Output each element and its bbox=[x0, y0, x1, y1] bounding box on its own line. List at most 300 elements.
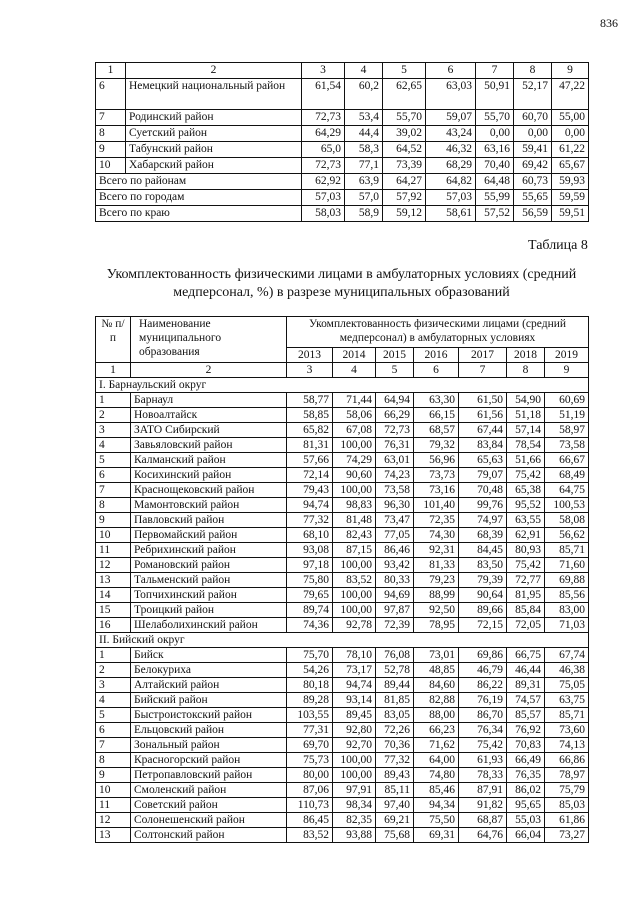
value-cell: 44,4 bbox=[345, 126, 383, 142]
value-cell: 83,00 bbox=[545, 603, 589, 618]
value-cell: 58,97 bbox=[545, 423, 589, 438]
value-cell: 69,31 bbox=[414, 828, 459, 843]
value-cell: 0,00 bbox=[552, 126, 589, 142]
value-cell: 93,08 bbox=[287, 543, 333, 558]
table-row bbox=[96, 483, 589, 498]
row-name: Барнаул bbox=[131, 393, 287, 408]
row-number: 3 bbox=[96, 423, 131, 438]
value-cell: 0,00 bbox=[514, 126, 552, 142]
value-cell: 71,62 bbox=[414, 738, 459, 753]
table-row bbox=[96, 558, 589, 573]
value-cell: 62,65 bbox=[383, 79, 426, 110]
table-row bbox=[96, 573, 589, 588]
row-number: 1 bbox=[96, 648, 131, 663]
value-cell: 89,66 bbox=[459, 603, 507, 618]
value-cell: 80,00 bbox=[287, 768, 333, 783]
table-row bbox=[96, 768, 589, 783]
row-number: 4 bbox=[96, 438, 131, 453]
value-cell: 77,05 bbox=[376, 528, 414, 543]
table-row bbox=[96, 158, 589, 174]
value-cell: 74,30 bbox=[414, 528, 459, 543]
value-cell: 81,33 bbox=[414, 558, 459, 573]
value-cell: 58,3 bbox=[345, 142, 383, 158]
value-cell: 89,44 bbox=[376, 678, 414, 693]
row-name: ЗАТО Сибирский bbox=[131, 423, 287, 438]
value-cell: 47,22 bbox=[552, 79, 589, 110]
value-cell: 60,2 bbox=[345, 79, 383, 110]
row-name: Ребрихинский район bbox=[131, 543, 287, 558]
value-cell: 72,77 bbox=[507, 573, 545, 588]
row-number: 11 bbox=[96, 543, 131, 558]
table-row bbox=[96, 408, 589, 423]
row-number: 13 bbox=[96, 573, 131, 588]
index-cell: 4 bbox=[333, 363, 376, 378]
value-cell: 98,83 bbox=[333, 498, 376, 513]
table-row bbox=[96, 543, 589, 558]
value-cell: 72,35 bbox=[414, 513, 459, 528]
value-cell: 100,00 bbox=[333, 438, 376, 453]
value-cell: 57,66 bbox=[287, 453, 333, 468]
value-cell: 85,84 bbox=[507, 603, 545, 618]
table-row bbox=[96, 423, 589, 438]
value-cell: 73,27 bbox=[545, 828, 589, 843]
value-cell: 63,03 bbox=[426, 79, 476, 110]
value-cell: 74,13 bbox=[545, 738, 589, 753]
value-cell: 78,54 bbox=[507, 438, 545, 453]
value-cell: 68,49 bbox=[545, 468, 589, 483]
value-cell: 46,44 bbox=[507, 663, 545, 678]
value-cell: 62,91 bbox=[507, 528, 545, 543]
index-cell: 3 bbox=[287, 363, 333, 378]
value-cell: 81,31 bbox=[287, 438, 333, 453]
value-cell: 87,91 bbox=[459, 783, 507, 798]
value-cell: 87,06 bbox=[287, 783, 333, 798]
value-cell: 70,40 bbox=[476, 158, 514, 174]
value-cell: 90,60 bbox=[333, 468, 376, 483]
table-row bbox=[96, 798, 589, 813]
value-cell: 99,76 bbox=[459, 498, 507, 513]
value-cell: 53,4 bbox=[345, 110, 383, 126]
table-row bbox=[96, 828, 589, 843]
value-cell: 94,74 bbox=[287, 498, 333, 513]
row-name: Первомайский район bbox=[131, 528, 287, 543]
header-cell: 6 bbox=[426, 63, 476, 79]
value-cell: 76,31 bbox=[376, 438, 414, 453]
value-cell: 79,07 bbox=[459, 468, 507, 483]
value-cell: 58,77 bbox=[287, 393, 333, 408]
row-name: Суетский район bbox=[126, 126, 302, 142]
value-cell: 55,03 bbox=[507, 813, 545, 828]
value-cell: 89,74 bbox=[287, 603, 333, 618]
value-cell: 65,38 bbox=[507, 483, 545, 498]
row-name: Зональный район bbox=[131, 738, 287, 753]
value-cell: 79,32 bbox=[414, 438, 459, 453]
value-cell: 57,14 bbox=[507, 423, 545, 438]
value-cell: 81,48 bbox=[333, 513, 376, 528]
value-cell: 97,91 bbox=[333, 783, 376, 798]
value-cell: 73,39 bbox=[383, 158, 426, 174]
value-cell: 63,9 bbox=[345, 174, 383, 190]
value-cell: 74,36 bbox=[287, 618, 333, 633]
value-cell: 71,03 bbox=[545, 618, 589, 633]
row-name: Бийск bbox=[131, 648, 287, 663]
value-cell: 72,73 bbox=[376, 423, 414, 438]
year-header: 2013 bbox=[287, 348, 333, 363]
table-7-continuation bbox=[95, 62, 589, 222]
row-number: 8 bbox=[96, 753, 131, 768]
row-name: Тальменский район bbox=[131, 573, 287, 588]
value-cell: 70,48 bbox=[459, 483, 507, 498]
value-cell: 89,28 bbox=[287, 693, 333, 708]
total-row bbox=[96, 174, 589, 190]
value-cell: 73,60 bbox=[545, 723, 589, 738]
value-cell: 66,49 bbox=[507, 753, 545, 768]
value-cell: 59,12 bbox=[383, 206, 426, 222]
row-number: 6 bbox=[96, 468, 131, 483]
value-cell: 55,99 bbox=[476, 190, 514, 206]
value-cell: 75,42 bbox=[459, 738, 507, 753]
value-cell: 85,71 bbox=[545, 543, 589, 558]
value-cell: 69,21 bbox=[376, 813, 414, 828]
table-row bbox=[96, 663, 589, 678]
value-cell: 85,71 bbox=[545, 708, 589, 723]
value-cell: 73,73 bbox=[414, 468, 459, 483]
value-cell: 73,58 bbox=[376, 483, 414, 498]
value-cell: 97,18 bbox=[287, 558, 333, 573]
value-cell: 100,00 bbox=[333, 558, 376, 573]
header-cell: 1 bbox=[96, 63, 126, 79]
value-cell: 91,82 bbox=[459, 798, 507, 813]
value-cell: 67,74 bbox=[545, 648, 589, 663]
row-name: Новоалтайск bbox=[131, 408, 287, 423]
value-cell: 87,15 bbox=[333, 543, 376, 558]
value-cell: 84,60 bbox=[414, 678, 459, 693]
value-cell: 65,82 bbox=[287, 423, 333, 438]
row-number: 2 bbox=[96, 408, 131, 423]
value-cell: 56,62 bbox=[545, 528, 589, 543]
value-cell: 101,40 bbox=[414, 498, 459, 513]
value-cell: 66,23 bbox=[414, 723, 459, 738]
value-cell: 55,00 bbox=[552, 110, 589, 126]
value-cell: 89,45 bbox=[333, 708, 376, 723]
value-cell: 94,69 bbox=[376, 588, 414, 603]
row-number: 10 bbox=[96, 528, 131, 543]
value-cell: 64,27 bbox=[383, 174, 426, 190]
row-number: 6 bbox=[96, 723, 131, 738]
section-row bbox=[96, 378, 589, 393]
value-cell: 50,91 bbox=[476, 79, 514, 110]
value-cell: 54,90 bbox=[507, 393, 545, 408]
value-cell: 70,83 bbox=[507, 738, 545, 753]
value-cell: 74,80 bbox=[414, 768, 459, 783]
total-label: Всего по краю bbox=[96, 206, 302, 222]
index-cell: 1 bbox=[96, 363, 131, 378]
row-name: Алтайский район bbox=[131, 678, 287, 693]
value-cell: 67,08 bbox=[333, 423, 376, 438]
value-cell: 69,86 bbox=[459, 648, 507, 663]
header-cell: 5 bbox=[383, 63, 426, 79]
value-cell: 92,78 bbox=[333, 618, 376, 633]
value-cell: 74,57 bbox=[507, 693, 545, 708]
value-cell: 43,24 bbox=[426, 126, 476, 142]
year-header: 2017 bbox=[459, 348, 507, 363]
table-row bbox=[96, 126, 589, 142]
page-number: 836 bbox=[600, 16, 618, 30]
value-cell: 62,92 bbox=[302, 174, 345, 190]
table-row bbox=[96, 603, 589, 618]
row-name: Троицкий район bbox=[131, 603, 287, 618]
header-cell: 7 bbox=[476, 63, 514, 79]
row-name: Смоленский район bbox=[131, 783, 287, 798]
table-row bbox=[96, 753, 589, 768]
value-cell: 76,19 bbox=[459, 693, 507, 708]
value-cell: 55,70 bbox=[383, 110, 426, 126]
row-name: Калманский район bbox=[131, 453, 287, 468]
value-cell: 80,33 bbox=[376, 573, 414, 588]
value-cell: 68,39 bbox=[459, 528, 507, 543]
value-cell: 95,52 bbox=[507, 498, 545, 513]
value-cell: 60,69 bbox=[545, 393, 589, 408]
row-number: 16 bbox=[96, 618, 131, 633]
row-name: Быстроистокский район bbox=[131, 708, 287, 723]
value-cell: 89,43 bbox=[376, 768, 414, 783]
value-cell: 77,32 bbox=[376, 753, 414, 768]
value-cell: 59,07 bbox=[426, 110, 476, 126]
header-cell: 9 bbox=[552, 63, 589, 79]
value-cell: 100,00 bbox=[333, 588, 376, 603]
value-cell: 59,93 bbox=[552, 174, 589, 190]
row-name: Бийский район bbox=[131, 693, 287, 708]
header-number: № п/п bbox=[96, 317, 131, 363]
value-cell: 75,79 bbox=[545, 783, 589, 798]
value-cell: 97,87 bbox=[376, 603, 414, 618]
row-number: 12 bbox=[96, 813, 131, 828]
value-cell: 110,73 bbox=[287, 798, 333, 813]
row-number: 5 bbox=[96, 453, 131, 468]
value-cell: 95,65 bbox=[507, 798, 545, 813]
value-cell: 72,26 bbox=[376, 723, 414, 738]
value-cell: 57,92 bbox=[383, 190, 426, 206]
value-cell: 66,15 bbox=[414, 408, 459, 423]
value-cell: 68,57 bbox=[414, 423, 459, 438]
table-header-row bbox=[96, 317, 589, 348]
value-cell: 76,34 bbox=[459, 723, 507, 738]
row-name: Краснощековский район bbox=[131, 483, 287, 498]
row-name: Солтонский район bbox=[131, 828, 287, 843]
row-number: 11 bbox=[96, 798, 131, 813]
row-number: 9 bbox=[96, 768, 131, 783]
header-cell: 4 bbox=[345, 63, 383, 79]
value-cell: 73,16 bbox=[414, 483, 459, 498]
value-cell: 96,30 bbox=[376, 498, 414, 513]
value-cell: 82,35 bbox=[333, 813, 376, 828]
value-cell: 88,00 bbox=[414, 708, 459, 723]
value-cell: 46,38 bbox=[545, 663, 589, 678]
value-cell: 93,14 bbox=[333, 693, 376, 708]
value-cell: 64,75 bbox=[545, 483, 589, 498]
value-cell: 76,92 bbox=[507, 723, 545, 738]
value-cell: 73,47 bbox=[376, 513, 414, 528]
row-name: Романовский район bbox=[131, 558, 287, 573]
value-cell: 61,54 bbox=[302, 79, 345, 110]
value-cell: 0,00 bbox=[476, 126, 514, 142]
table-row bbox=[96, 678, 589, 693]
value-cell: 79,23 bbox=[414, 573, 459, 588]
row-name: Хабарский район bbox=[126, 158, 302, 174]
table-row bbox=[96, 468, 589, 483]
value-cell: 100,00 bbox=[333, 768, 376, 783]
value-cell: 63,01 bbox=[376, 453, 414, 468]
total-label: Всего по городам bbox=[96, 190, 302, 206]
value-cell: 73,17 bbox=[333, 663, 376, 678]
value-cell: 72,15 bbox=[459, 618, 507, 633]
row-number: 10 bbox=[96, 158, 126, 174]
value-cell: 58,61 bbox=[426, 206, 476, 222]
row-name: Топчихинский район bbox=[131, 588, 287, 603]
value-cell: 61,93 bbox=[459, 753, 507, 768]
table-row bbox=[96, 528, 589, 543]
row-number: 15 bbox=[96, 603, 131, 618]
value-cell: 85,46 bbox=[414, 783, 459, 798]
table-row bbox=[96, 513, 589, 528]
value-cell: 85,11 bbox=[376, 783, 414, 798]
value-cell: 82,88 bbox=[414, 693, 459, 708]
value-cell: 58,06 bbox=[333, 408, 376, 423]
table-8 bbox=[95, 316, 589, 843]
value-cell: 66,04 bbox=[507, 828, 545, 843]
value-cell: 57,52 bbox=[476, 206, 514, 222]
value-cell: 58,85 bbox=[287, 408, 333, 423]
value-cell: 52,17 bbox=[514, 79, 552, 110]
value-cell: 85,03 bbox=[545, 798, 589, 813]
value-cell: 78,97 bbox=[545, 768, 589, 783]
row-number: 7 bbox=[96, 738, 131, 753]
value-cell: 77,32 bbox=[287, 513, 333, 528]
row-number: 4 bbox=[96, 693, 131, 708]
table-title: Укомплектованность физическими лицами в амбулаторных условиях (средний медперсонал, %) в разрезе муниципальных образований bbox=[106, 267, 577, 300]
table-row bbox=[96, 693, 589, 708]
value-cell: 98,34 bbox=[333, 798, 376, 813]
value-cell: 83,52 bbox=[333, 573, 376, 588]
row-name: Косихинский район bbox=[131, 468, 287, 483]
total-row bbox=[96, 206, 589, 222]
value-cell: 75,80 bbox=[287, 573, 333, 588]
table-row bbox=[96, 393, 589, 408]
value-cell: 71,44 bbox=[333, 393, 376, 408]
table-row bbox=[96, 648, 589, 663]
value-cell: 51,18 bbox=[507, 408, 545, 423]
value-cell: 83,05 bbox=[376, 708, 414, 723]
value-cell: 68,10 bbox=[287, 528, 333, 543]
value-cell: 72,73 bbox=[302, 158, 345, 174]
value-cell: 73,58 bbox=[545, 438, 589, 453]
value-cell: 68,87 bbox=[459, 813, 507, 828]
value-cell: 92,80 bbox=[333, 723, 376, 738]
value-cell: 64,00 bbox=[414, 753, 459, 768]
value-cell: 69,70 bbox=[287, 738, 333, 753]
value-cell: 75,42 bbox=[507, 468, 545, 483]
value-cell: 76,08 bbox=[376, 648, 414, 663]
value-cell: 59,59 bbox=[552, 190, 589, 206]
value-cell: 61,22 bbox=[552, 142, 589, 158]
header-cell: 3 bbox=[302, 63, 345, 79]
value-cell: 64,94 bbox=[376, 393, 414, 408]
total-label: Всего по районам bbox=[96, 174, 302, 190]
table-row bbox=[96, 813, 589, 828]
value-cell: 60,70 bbox=[514, 110, 552, 126]
table-row bbox=[96, 142, 589, 158]
row-number: 14 bbox=[96, 588, 131, 603]
year-header: 2019 bbox=[545, 348, 589, 363]
year-header: 2016 bbox=[414, 348, 459, 363]
value-cell: 94,74 bbox=[333, 678, 376, 693]
row-name: Красногорский район bbox=[131, 753, 287, 768]
value-cell: 56,96 bbox=[414, 453, 459, 468]
value-cell: 92,70 bbox=[333, 738, 376, 753]
value-cell: 75,05 bbox=[545, 678, 589, 693]
value-cell: 60,73 bbox=[514, 174, 552, 190]
row-number: 9 bbox=[96, 513, 131, 528]
value-cell: 48,85 bbox=[414, 663, 459, 678]
value-cell: 65,63 bbox=[459, 453, 507, 468]
value-cell: 51,66 bbox=[507, 453, 545, 468]
value-cell: 94,34 bbox=[414, 798, 459, 813]
index-cell: 8 bbox=[507, 363, 545, 378]
value-cell: 79,39 bbox=[459, 573, 507, 588]
value-cell: 55,65 bbox=[514, 190, 552, 206]
value-cell: 92,50 bbox=[414, 603, 459, 618]
value-cell: 81,95 bbox=[507, 588, 545, 603]
table-row bbox=[96, 618, 589, 633]
value-cell: 63,55 bbox=[507, 513, 545, 528]
row-number: 12 bbox=[96, 558, 131, 573]
row-name: Шелаболихинский район bbox=[131, 618, 287, 633]
value-cell: 81,85 bbox=[376, 693, 414, 708]
value-cell: 67,44 bbox=[459, 423, 507, 438]
value-cell: 76,35 bbox=[507, 768, 545, 783]
value-cell: 80,18 bbox=[287, 678, 333, 693]
row-number: 13 bbox=[96, 828, 131, 843]
value-cell: 72,39 bbox=[376, 618, 414, 633]
header-cell: 2 bbox=[126, 63, 302, 79]
row-name: Ельцовский район bbox=[131, 723, 287, 738]
row-number: 5 bbox=[96, 708, 131, 723]
value-cell: 59,41 bbox=[514, 142, 552, 158]
value-cell: 74,97 bbox=[459, 513, 507, 528]
total-row bbox=[96, 190, 589, 206]
table-row bbox=[96, 708, 589, 723]
value-cell: 86,45 bbox=[287, 813, 333, 828]
value-cell: 86,46 bbox=[376, 543, 414, 558]
table-header-row bbox=[96, 63, 589, 79]
row-name: Родинский район bbox=[126, 110, 302, 126]
value-cell: 63,75 bbox=[545, 693, 589, 708]
value-cell: 39,02 bbox=[383, 126, 426, 142]
value-cell: 55,70 bbox=[476, 110, 514, 126]
value-cell: 83,52 bbox=[287, 828, 333, 843]
value-cell: 59,51 bbox=[552, 206, 589, 222]
row-name: Петропавловский район bbox=[131, 768, 287, 783]
value-cell: 103,55 bbox=[287, 708, 333, 723]
value-cell: 69,42 bbox=[514, 158, 552, 174]
value-cell: 63,16 bbox=[476, 142, 514, 158]
value-cell: 74,23 bbox=[376, 468, 414, 483]
value-cell: 89,31 bbox=[507, 678, 545, 693]
row-name: Немецкий национальный район bbox=[126, 79, 302, 110]
row-number: 10 bbox=[96, 783, 131, 798]
row-number: 8 bbox=[96, 498, 131, 513]
value-cell: 57,03 bbox=[426, 190, 476, 206]
